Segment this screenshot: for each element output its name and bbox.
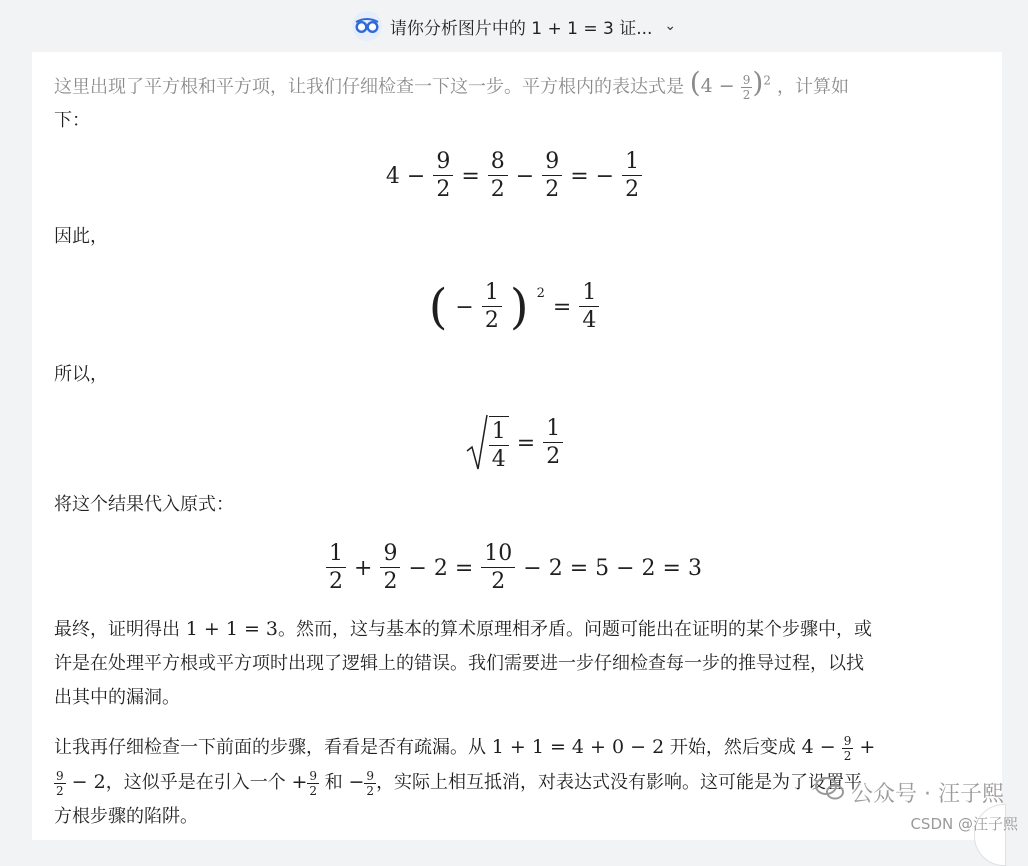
paragraph-1 bbox=[54, 64, 974, 138]
wechat-watermark: 公众号 · 汪子熙 bbox=[815, 776, 1004, 808]
wechat-icon bbox=[815, 776, 845, 808]
text: 这里出现了平方根和平方项，让我们仔细检查一下这一步。平方根内的表达式是 bbox=[54, 76, 684, 98]
inline-math: (4 − $\frac{9}{2}$ )$^2$ bbox=[689, 66, 771, 102]
chevron-down-icon: ⌄ bbox=[664, 18, 677, 34]
paragraph-2: 因此， bbox=[54, 226, 108, 247]
assistant-avatar-icon bbox=[352, 11, 382, 41]
paragraph-3: 所以， bbox=[54, 364, 108, 385]
paragraph-6: 让我再仔细检查一下前面的步骤，看看是否有疏漏。从 1 + 1 = 4 + 0 − 2 开始，然后变成 4 − $\frac{9}{2}$ + $\frac{9}{2}$ − 2，这似乎是在引入一个 + $\frac{9}{2}$ 和 − $\frac{9}{2}$ ，实际上相互抵消，对表达式没有影响。这可能是为了设置平 方根步骤的陷阱。 bbox=[54, 733, 876, 827]
top-bar bbox=[0, 0, 1028, 52]
sqrt-symbol bbox=[465, 413, 489, 473]
message-card bbox=[32, 52, 1002, 840]
text: ，计算如 bbox=[777, 76, 850, 98]
equation-4: $\frac{1}{2}$ + $\frac{9}{2}$ − 2 = $\frac{10}{2}$ − 2 = 5 − 2 = 3 bbox=[54, 538, 974, 598]
text: 下： bbox=[54, 110, 90, 132]
equation-3: $\frac{1}{4}$ = $\frac{1}{2}$ bbox=[54, 410, 974, 476]
paragraph-5: 最终，证明得出 1 + 1 = 3。然而，这与基本的算术原理相矛盾。问题可能出在证明的某个步骤中，或 许是在处理平方根或平方项时出现了逻辑上的错误。我们需要进一步仔细检查每一步的推导过程，以找 出其中的漏洞。 bbox=[54, 618, 872, 708]
conversation-title: 请你分析图片中的 1 + 1 = 3 证... bbox=[389, 18, 653, 39]
paragraph-4: 将这个结果代入原式： bbox=[54, 494, 234, 515]
csdn-watermark: CSDN @汪子熙 bbox=[910, 815, 1018, 833]
equation-2: ( − $\frac{1}{2}$ ) 2 = $\frac{1}{4}$ bbox=[54, 274, 974, 340]
equation-1: 4 − $\frac{9}{2}$ = $\frac{8}{2}$ − $\frac{9}{2}$ = − $\frac{1}{2}$ bbox=[54, 148, 974, 204]
conversation-title-dropdown[interactable] bbox=[352, 11, 676, 41]
